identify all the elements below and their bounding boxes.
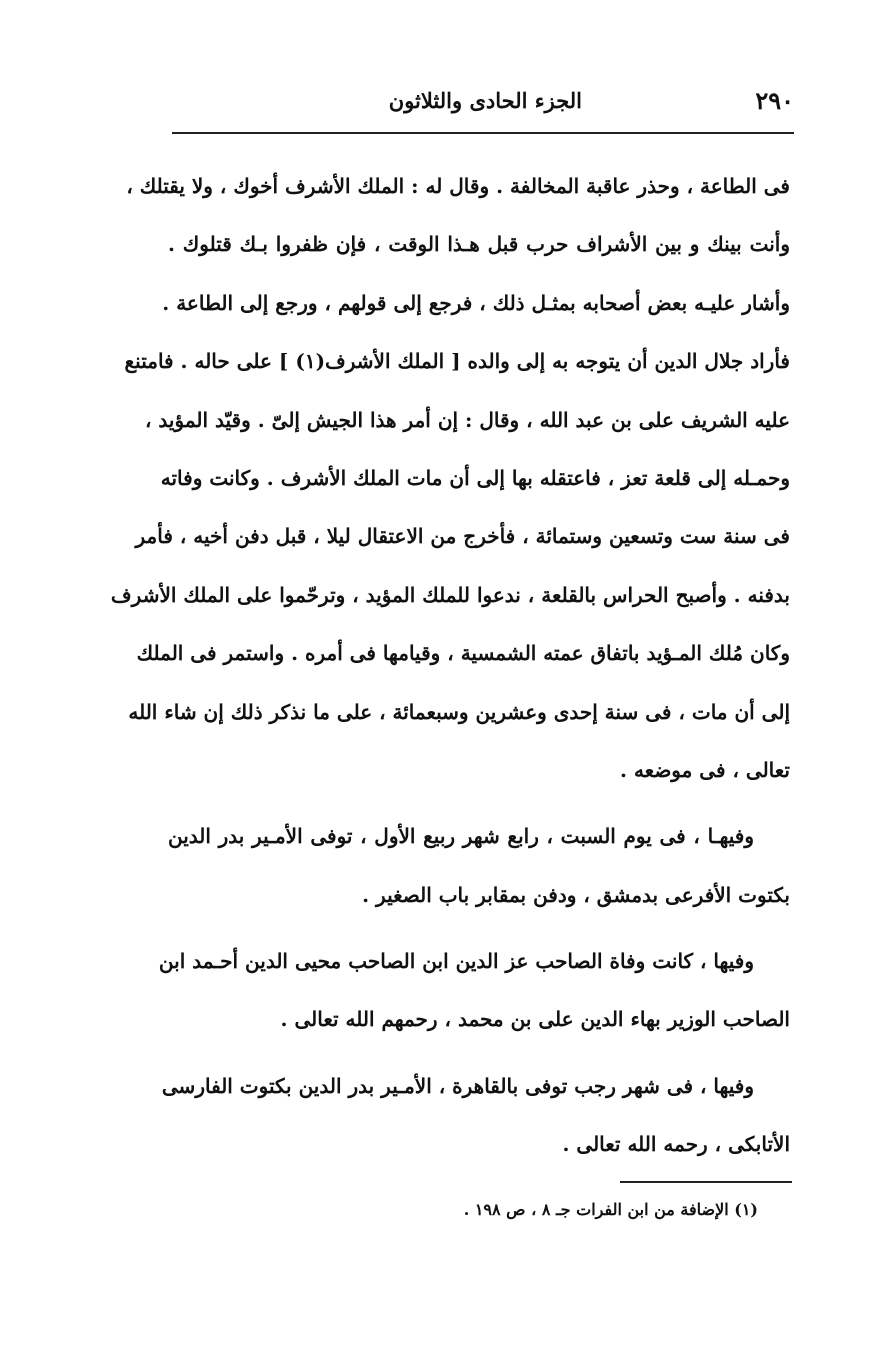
- text-line: إلى أن مات ، فى سنة إحدى وعشرين وسبعمائة ، على ما نذكر ذلك إن شاء الله: [128, 699, 790, 724]
- page-number: ٢٩٠: [755, 86, 794, 115]
- footnote-rule: [620, 1181, 792, 1183]
- text-line: وفيها ، فى شهر رجب توفى بالقاهرة ، الأمـير بدر الدين بكتوت الفارسى: [161, 1073, 754, 1098]
- text-line: فأراد جلال الدين أن يتوجه به إلى والده [ الملك الأشرف(١) ] على حاله . فامتنع: [124, 349, 790, 374]
- text-line: بكتوت الأفرعى بدمشق ، ودفن بمقابر باب الصغير .: [362, 882, 790, 907]
- text-line: الأتابكى ، رحمه الله تعالى .: [562, 1132, 790, 1157]
- text-line: عليه الشريف على بن عبد الله ، وقال : إن أمر هذا الجيش إلىّ . وقيّد المؤيد ،: [145, 407, 790, 432]
- running-title: الجزء الحادى والثلاثون: [388, 88, 582, 113]
- body-text: [110, 164, 790, 1181]
- text-line: وأشار عليـه بعض أصحابه بمثـل ذلك ، فرجع إلى قولهم ، ورجع إلى الطاعة .: [162, 290, 790, 315]
- paragraph-gap: [168, 806, 790, 814]
- page-header: [172, 86, 794, 126]
- paragraph: [168, 814, 790, 931]
- paragraph: [161, 1064, 790, 1181]
- text-line: وفيها ، كانت وفاة الصاحب عز الدين ابن الصاحب محيى الدين أحـمد ابن: [158, 949, 754, 974]
- paragraph: [158, 939, 790, 1056]
- text-line: وأنت بينك و بين الأشراف حرب قبل هـذا الوقت ، فإن ظفروا بـك قتلوك .: [168, 232, 790, 257]
- text-line: بدفنه . وأصبح الحراس بالقلعة ، ندعوا للملك المؤيد ، وترحّموا على الملك الأشرف: [110, 582, 790, 607]
- text-line: الصاحب الوزير بهاء الدين على بن محمد ، رحمهم الله تعالى .: [280, 1007, 790, 1032]
- text-line: تعالى ، فى موضعه .: [620, 757, 790, 782]
- paragraph-gap: [168, 1056, 790, 1064]
- text-line: وفيهـا ، فى يوم السبت ، رابع شهر ربيع الأول ، توفى الأمـير بدر الدين: [168, 824, 754, 849]
- text-line: فى الطاعة ، وحذر عاقبة المخالفة . وقال له : الملك الأشرف أخوك ، ولا يقتلك ،: [126, 174, 790, 198]
- paragraph: [110, 164, 790, 806]
- header-rule: [172, 132, 794, 134]
- paragraph-gap: [168, 931, 790, 939]
- text-line: وحمـله إلى قلعة تعز ، فاعتقله بها إلى أن مات الملك الأشرف . وكانت وفاته: [160, 465, 790, 490]
- text-line: فى سنة ست وتسعين وستمائة ، فأخرج من الاعتقال ليلا ، قبل دفن أخيه ، فأمر: [135, 524, 790, 549]
- footnote: (١) الإضافة من ابن الفرات جـ ٨ ، ص ١٩٨ .: [463, 1200, 758, 1219]
- text-line: وكان مُلك المـؤيد باتفاق عمته الشمسية ، وقيامها فى أمره . واستمر فى الملك: [136, 641, 790, 666]
